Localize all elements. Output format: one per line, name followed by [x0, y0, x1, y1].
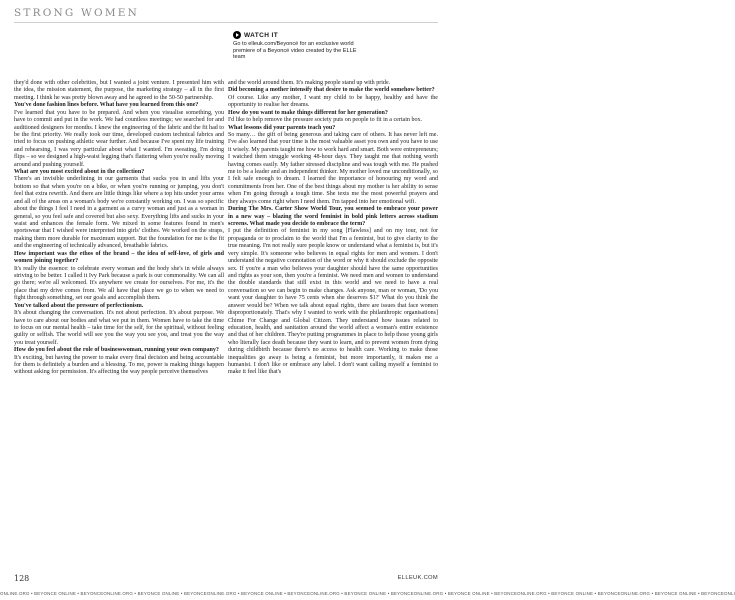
play-icon — [233, 31, 241, 39]
left-column — [14, 80, 224, 377]
question: During The Mrs. Carter Show World Tour, you seemed to embrace your power in a new way – blazing the word feminist in bold pink letters across stadium screens. What made you decide to embrace the term? — [228, 206, 438, 228]
paragraph: It's really the essence: to celebrate every woman and the body she's in while always striving to be better. I called it Ivy Park because a park is our commonality. We can all go there; we're all welcomed. It's anywhere we create for ourselves. For me, it's the place that my drive comes from. We all have that place we go to when we need to fight through something, set our goals and accomplish them. — [14, 265, 224, 302]
paragraph: It's exciting, but having the power to make every final decision and being accountable for them is definitely a burden and a blessing. To me, power is making things happen without asking for permission. It's affecting the way people perceive themselves — [14, 354, 224, 376]
question: You've talked about the pressure of perfectionism. — [14, 302, 144, 309]
paragraph: I'd like to help remove the pressure society puts on people to fit in a certain box. — [228, 117, 423, 124]
question: How do you want to make things different for her generation? — [228, 109, 388, 116]
question: How do you feel about the role of businesswoman, running your own company? — [14, 347, 219, 354]
paragraph: There's an invisible underlining in our garments that sucks you in and lifts your bottom so that when you're on a bike, or when you're running or jumping, you don't feel that extra rewrith. And there are little things like where a top hits under your arms and all of the areas on a woman's body we're constantly working on. I was so specific about the things I feel I need in a garment as a curvy woman and just as a woman in general, so you feel safe and covered but also sexy. Everything lifts and sucks in your waist and enhances the female form. We mixed in some features found in men's sportswear that I wished were interpreted into girls' clothes. We worked on the straps, making them more durable for maximum support. But the foundation for me is the fit and the engineering of technically advanced, breathable fabrics. — [14, 176, 224, 250]
paragraph: and the world around them. It's making people stand up with pride. — [228, 80, 391, 86]
site-url: ELLEUK.COM — [397, 575, 438, 581]
paragraph: I've learned that you have to be prepared. And when you visualise something, you have to commit and put in the work. We had countless meetings; we searched for and auditioned designers for months. I knew the engineering of the fabric and the fit had to be the first priority. We really took our time, developed custom technical fabrics and tried to focus on pushing athletic wear further. And because I've spent my life training and rehearsing, I was very particular about what I wanted. I'm sweating, I'm doing flips – so we designed a high-waist legging that's flattering when you're really moving around and pushing yourself. — [14, 109, 224, 168]
right-column — [228, 80, 438, 377]
header-divider — [14, 22, 438, 23]
paragraph: Of course. Like any mother, I want my child to be happy, healthy and have the opportunity to realise her dreams. — [228, 94, 438, 109]
paragraph: So many… the gift of being generous and taking care of others. It has never left me. I've also learned that your time is the most valuable asset you own and you have to use it wisely. My parents taught me how to work hard and smart. Both were entrepreneurs; I watched them struggle working 48-hour days. They taught me that nothing worth having comes easily. My father stressed discipline and was tough with me. He pushed me to be a leader and an independent thinker. My mother loved me unconditionally, so I felt safe enough to dream. I learned the importance of honouring my word and commitments from her. One of the best things about my mother is her ability to sense when I'm going through a tough time. She texts me the most powerful prayers and they always come right when I need them. I'm tapped into her emotional wifi. — [228, 131, 438, 205]
section-header: STRONG WOMEN — [14, 7, 140, 19]
question: What are you most excited about in the collection? — [14, 169, 145, 176]
paragraph: It's about changing the conversation. It's not about perfection. It's about purpose. We have to care about our bodies and what we put in them. Women have to take the time to focus on our mental health – take time for the self, for the spiritual, without feeling guilty or selfish. The world will see you the way you see you, and treat you the way you treat yourself. — [14, 310, 224, 346]
watch-title: WATCH IT — [244, 31, 279, 39]
question: What lessons did your parents teach you? — [228, 124, 336, 131]
watch-text: Go to elleuk.com/Beyoncé for an exclusive world premiere of a Beyoncé video created by the ELLE team — [233, 41, 357, 61]
question: You've done fashion lines before. What have you learned from this one? — [14, 102, 199, 109]
question: How important was the ethos of the brand – the idea of self-love, of girls and women joining together? — [14, 250, 224, 265]
paragraph: I put the definition of feminist in my song [Flawless] and on my tour, not for propaganda or to proclaim to the world that I'm a feminist, but to give clarity to the true meaning. I'm not really sure people know or understand what a feminist is, but it's very simple. It's someone who believes in equal rights for men and women. I don't understand the negative connotation of the word or why it should exclude the opposite sex. If you're a man who believes your daughter should have the same opportunities and rights as your son, then you're a feminist. We need men and women to understand the double standards that still exist in this world and we need to have a real conversation so we can begin to make changes. Ask anyone, man or woman, 'Do you want your daughter to have 75 cents when she deserves $1?' What do you think the answer would be? When we talk about equal rights, there are issues that face women disproportionately. That's why I wanted to work with the philanthropic organisations] Chime For Change and Global Citizen. They understand how issues related to education, health, and sanitation around the world affect a woman's entire existence and that of her children. They're putting programmes in place to help those young girls who literally face death because they want to learn, and to prevent women from dying during childbirth because there's no access to health care. Working to make those inequalities go away is being a feminist, but more importantly, it makes me a humanist. I don't like or embrace any label. I don't want calling myself a feminist to make it feel like that's — [228, 228, 438, 376]
watch-it-callout — [233, 31, 358, 61]
question: Did becoming a mother intensify that desire to make the world somehow better? — [228, 87, 435, 94]
watermark-strip: ONLINE.ORG • BEYONCE ONLINE • BEYONCEONLINE.ORG • BEYONCE ONLINE • BEYONCEONLINE.ORG • BEYONCE ONLINE • BEYONCEONLINE.ORG • BEYONCE ONLINE • BEYONCEONLINE.ORG • BEYONCE ONLINE • BEYONCEONLINE.ORG • BEYONCE ONLINE • BEYONCEONLINE.ORG • BEYONCE ONLINE • BEYONCEONLI — [0, 588, 452, 600]
paragraph: they'd done with other celebrities, but I wanted a joint venture. I presented him with the idea, the mission statement, the purpose, the marketing strategy – all in the first meeting. I think he was pretty blown away and he agreed to the 50-50 partnership. — [14, 80, 224, 101]
page-number: 128 — [14, 574, 30, 583]
